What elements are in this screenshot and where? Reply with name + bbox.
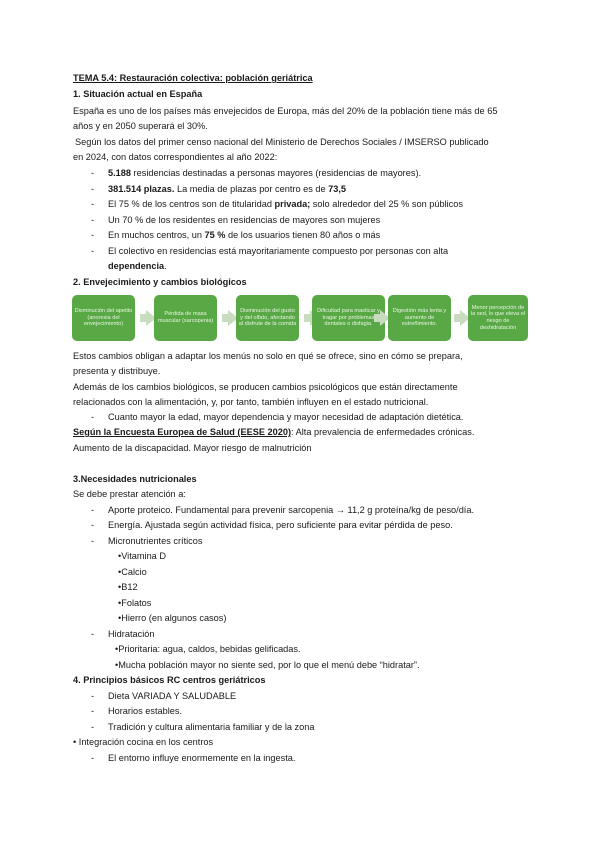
bullet-dash: - xyxy=(91,246,95,256)
s1-paragraph-2b: en 2024, con datos correspondientes al año 2022: xyxy=(73,152,278,162)
s2-paragraph-1a: Estos cambios obligan a adaptar los menús no solo en qué se ofrece, sino en cómo se prepara, xyxy=(73,351,463,361)
bullet-dash: - xyxy=(91,520,95,530)
s2-paragraph-3: Aumento de la discapacidad. Mayor riesgo de malnutrición xyxy=(73,443,312,453)
s1-paragraph-1a: España es uno de los países más envejecidos de Europa, más del 20% de la población tiene más de 65 xyxy=(73,106,498,116)
bullet-dash: - xyxy=(91,412,95,422)
s2-eese-line: Según la Encuesta Europea de Salud (EESE 2020): Alta prevalencia de enfermedades crónicas. xyxy=(73,427,475,437)
s4-bullet-3: Tradición y cultura alimentaria familiar y de la zona xyxy=(108,722,315,732)
aging-changes-flow-diagram xyxy=(72,295,528,343)
hydration-item-1: •Prioritaria: agua, caldos, bebidas gelificadas. xyxy=(115,644,301,654)
bullet-dash: - xyxy=(91,629,95,639)
hydration-item-2: •Mucha población mayor no siente sed, por lo que el menú debe “hidratar”. xyxy=(115,660,420,670)
micronutrient-item: •B12 xyxy=(118,582,138,592)
section-1-heading: 1. Situación actual en España xyxy=(73,89,203,99)
section-4-heading: 4. Principios básicos RC centros geriátricos xyxy=(73,675,266,685)
micronutrient-item: •Folatos xyxy=(118,598,152,608)
bullet-dash: - xyxy=(91,536,95,546)
bullet-dash: - xyxy=(91,505,95,515)
s1-bullet-6b: dependencia. xyxy=(108,261,167,271)
section-2-heading: 2. Envejecimiento y cambios biológicos xyxy=(73,277,247,287)
s2-paragraph-2b: relacionados con la alimentación, y, por tanto, también influyen en el estado nutricional. xyxy=(73,397,429,407)
s2-paragraph-2a: Además de los cambios biológicos, se producen cambios psicológicos que están directamente xyxy=(73,382,458,392)
s2-bullet-1: Cuanto mayor la edad, mayor dependencia y mayor necesidad de adaptación dietética. xyxy=(108,412,464,422)
s1-bullet-2: 381.514 plazas. La media de plazas por centro es de 73,5 xyxy=(108,184,347,194)
s4-bullet-1: Dieta VARIADA Y SALUDABLE xyxy=(108,691,237,701)
micronutrient-item: •Calcio xyxy=(118,567,147,577)
s1-bullet-3: El 75 % de los centros son de titularidad privada; solo alrededor del 25 % son públicos xyxy=(108,199,463,209)
s1-bullet-5: En muchos centros, un 75 % de los usuarios tienen 80 años o más xyxy=(108,230,381,240)
s1-paragraph-1b: años y en 2050 superará el 30%. xyxy=(73,121,208,131)
s4-bullet-4: El entorno influye enormemente en la ingesta. xyxy=(108,753,296,763)
flow-step-taste: Disminución del gusto y del olfato, afectando al disfrute de la comida xyxy=(236,295,299,341)
s3-bullet-micronutrients: Micronutrientes críticos xyxy=(108,536,203,546)
bullet-dash: - xyxy=(91,691,95,701)
page-title: TEMA 5.4: Restauración colectiva: población geriátrica xyxy=(73,73,313,83)
bullet-dash: - xyxy=(91,753,95,763)
s4-paragraph-1: • Integración cocina en los centros xyxy=(73,737,214,747)
bullet-dash: - xyxy=(91,168,95,178)
flow-step-appetite: Disminución del apetito (anorexia del envejecimiento) xyxy=(72,295,135,341)
s1-bullet-1: 5.188 residencias destinadas a personas mayores (residencias de mayores). xyxy=(108,168,422,178)
flow-step-muscle: Pérdida de masa muscular (sarcopenia) xyxy=(154,295,217,341)
s3-intro: Se debe prestar atención a: xyxy=(73,489,186,499)
flow-step-chewing: Dificultad para masticar y tragar por problemas dentales o disfagia. xyxy=(312,295,385,341)
section-3-heading: 3.Necesidades nutricionales xyxy=(73,474,197,484)
micronutrient-item: •Hierro (en algunos casos) xyxy=(118,613,227,623)
s1-bullet-6a: El colectivo en residencias está mayoritariamente compuesto por personas con alta xyxy=(108,246,449,256)
bullet-dash: - xyxy=(91,215,95,225)
s3-bullet-hydration: Hidratación xyxy=(108,629,155,639)
s4-bullet-2: Horarios estables. xyxy=(108,706,183,716)
flow-step-digestion: Digestión más lenta y aumento de estreñimiento. xyxy=(388,295,451,341)
bullet-dash: - xyxy=(91,199,95,209)
bullet-dash: - xyxy=(91,230,95,240)
s1-paragraph-2a: Según los datos del primer censo nacional del Ministerio de Derechos Sociales / IMSERSO publicado xyxy=(75,137,489,147)
s1-bullet-4: Un 70 % de los residentes en residencias de mayores son mujeres xyxy=(108,215,381,225)
bullet-dash: - xyxy=(91,706,95,716)
micronutrient-item: •Vitamina D xyxy=(118,551,166,561)
s3-bullet-protein: Aporte proteico. Fundamental para prevenir sarcopenia → 11,2 g proteína/kg de peso/día. xyxy=(108,505,475,515)
s2-paragraph-1b: presenta y distribuye. xyxy=(73,366,161,376)
bullet-dash: - xyxy=(91,722,95,732)
flow-step-thirst: Menor percepción de la sed, lo que eleva el riesgo de deshidratación xyxy=(468,295,528,341)
s3-bullet-energy: Energía. Ajustada según actividad física, pero suficiente para evitar pérdida de peso. xyxy=(108,520,453,530)
bullet-dash: - xyxy=(91,184,95,194)
